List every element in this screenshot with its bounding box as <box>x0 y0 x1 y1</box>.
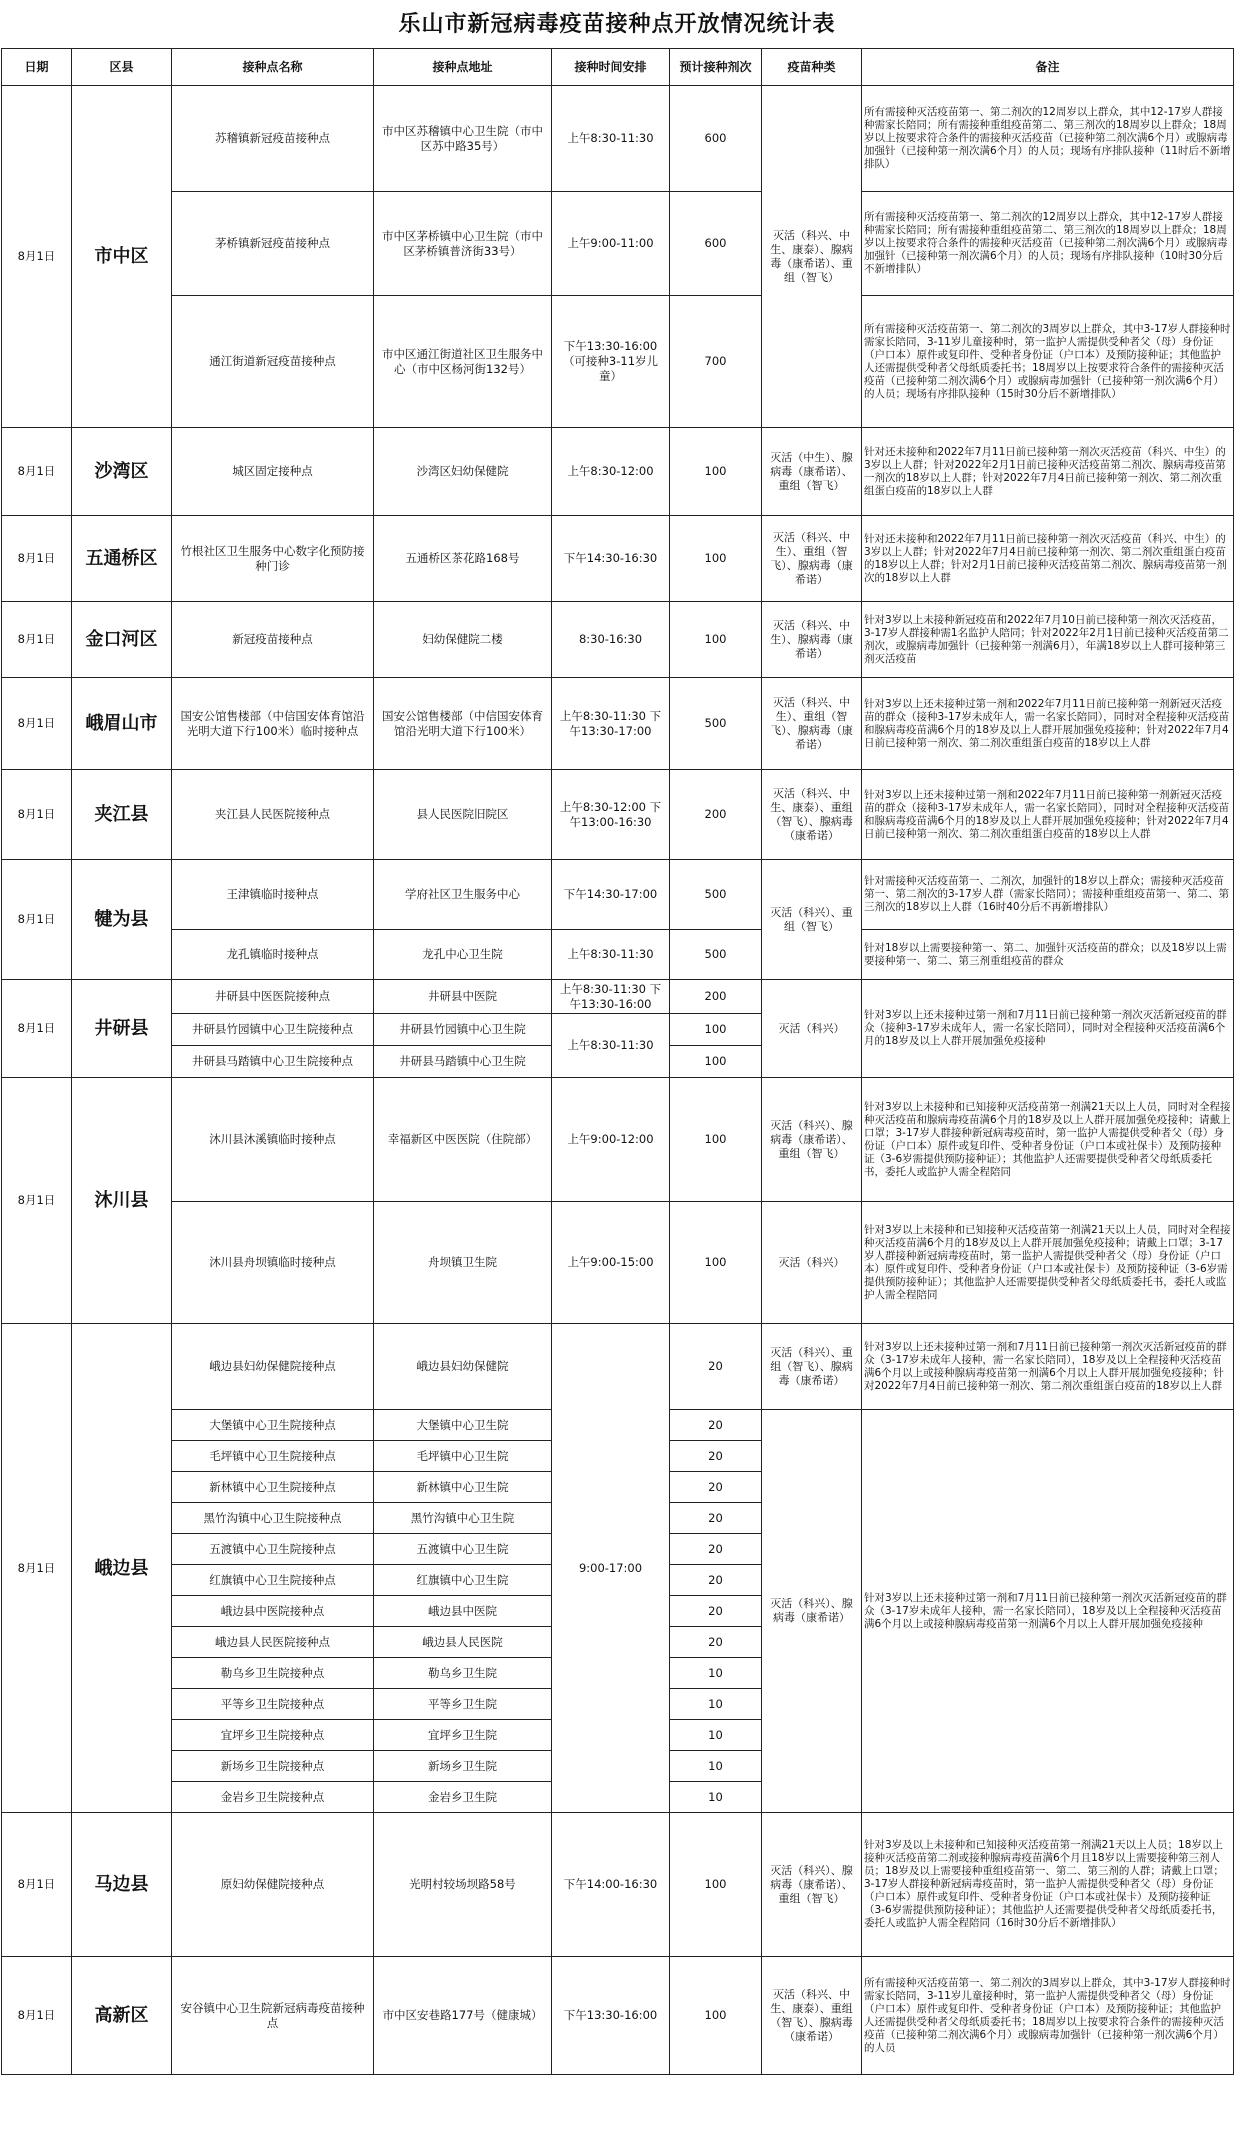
schedule-cell: 上午9:00-15:00 <box>552 1202 670 1324</box>
remarks-cell: 针对还未接种和2022年7月11日前已接种第一剂次灭活疫苗（科兴、中生）的3岁以上人群；针对2022年7月4日前已接种第一剂次、第二剂次重组蛋白疫苗的18岁以上人群；针对2月1日前已接种灭活疫苗第二剂次、腺病毒疫苗第一剂次的18岁以上人群 <box>862 516 1234 602</box>
site-address-cell: 井研县竹园镇中心卫生院 <box>374 1014 552 1046</box>
site-address-cell: 黑竹沟镇中心卫生院 <box>374 1503 552 1534</box>
table-row <box>2 86 1234 192</box>
header-site-name: 接种点名称 <box>172 49 374 86</box>
county-cell: 井研县 <box>72 980 172 1078</box>
date-cell: 8月1日 <box>2 516 72 602</box>
site-name-cell: 峨边县妇幼保健院接种点 <box>172 1324 374 1410</box>
site-address-cell: 幸福新区中医医院（住院部） <box>374 1078 552 1202</box>
header-remarks: 备注 <box>862 49 1234 86</box>
site-address-cell: 新林镇中心卫生院 <box>374 1472 552 1503</box>
doses-cell: 100 <box>670 428 762 516</box>
remarks-cell: 所有需接种灭活疫苗第一、第二剂次的12周岁以上群众，其中12-17岁人群接种需家长陪同；所有需接种重组疫苗第二、第三剂次的18周岁以上群众；18周岁以上按要求符合条件的需接种灭活疫苗（已接种第二剂次满6个月）或腺病毒加强针（已接种第一剂次满6个月）的人员；现场有序排队接种（10时30分后不新增排队） <box>862 192 1234 296</box>
table-row <box>2 296 1234 428</box>
doses-cell: 100 <box>670 1014 762 1046</box>
site-name-cell: 新林镇中心卫生院接种点 <box>172 1472 374 1503</box>
table-row <box>2 192 1234 296</box>
vaccine-type-cell: 灭活（中生）、腺病毒（康希诺）、重组（智飞） <box>762 428 862 516</box>
remarks-cell: 针对3岁以上还未接种过第一剂和7月11日前已接种第一剂次灭活新冠疫苗的群众（3-17岁未成年人接种，需一名家长陪同），18岁及以上全程接种灭活疫苗满6个月以上或接种腺病毒疫苗第一剂满6个月以上人群开展加强免疫接种；针对2022年7月4日前已接种第一剂次、第二剂次重组蛋白疫苗的18岁以上人群 <box>862 1324 1234 1410</box>
county-cell: 峨边县 <box>72 1324 172 1813</box>
remarks-cell: 针对3岁及以上未接种和已知接种灭活疫苗第一剂满21天以上人员；18岁以上接种灭活疫苗第二剂或接种腺病毒疫苗满6个月且18岁以上需要接种第三剂人员；18岁及以上需要接种重组疫苗第一、第二、第三剂的人群；请戴上口罩；3-17岁人群接种新冠病毒疫苗时，第一监护人需提供受种者父（母）身份证（户口本）原件或复印件、受种者身份证（户口本或社保卡）及预防接种证（3-6岁需提供预防接种证）；其他监护人还需要提供受种者父母纸质委托书，委托人或监护人需全程陪同（16时30分后不新增排队） <box>862 1813 1234 1957</box>
doses-cell: 100 <box>670 1202 762 1324</box>
vaccine-type-cell: 灭活（科兴） <box>762 980 862 1078</box>
county-cell: 市中区 <box>72 86 172 428</box>
site-name-cell: 红旗镇中心卫生院接种点 <box>172 1565 374 1596</box>
schedule-cell: 上午8:30-11:30 <box>552 930 670 980</box>
site-name-cell: 宜坪乡卫生院接种点 <box>172 1720 374 1751</box>
doses-cell: 200 <box>670 980 762 1014</box>
vaccine-type-cell: 灭活（科兴、中生、康泰）、腺病毒（康希诺）、重组（智飞） <box>762 86 862 428</box>
site-name-cell: 井研县马踏镇中心卫生院接种点 <box>172 1046 374 1078</box>
site-address-cell: 井研县马踏镇中心卫生院 <box>374 1046 552 1078</box>
remarks-cell: 针对3岁以上未接种新冠疫苗和2022年7月10日前已接种第一剂次灭活疫苗，3-17岁人群接种需1名监护人陪同；针对2022年2月1日前已接种灭活疫苗第二剂次，或腺病毒加强针（已接种第一剂满6月），年满18岁以上人群可接种第三剂灭活疫苗 <box>862 602 1234 678</box>
site-name-cell: 城区固定接种点 <box>172 428 374 516</box>
site-name-cell: 国安公馆售楼部（中信国安体育馆沿光明大道下行100米）临时接种点 <box>172 678 374 770</box>
county-cell: 犍为县 <box>72 860 172 980</box>
county-cell: 五通桥区 <box>72 516 172 602</box>
doses-cell: 100 <box>670 602 762 678</box>
county-cell: 沙湾区 <box>72 428 172 516</box>
schedule-cell: 9:00-17:00 <box>552 1324 670 1813</box>
vaccine-type-cell: 灭活（科兴、中生）、重组（智飞）、腺病毒（康希诺） <box>762 678 862 770</box>
site-address-cell: 金岩乡卫生院 <box>374 1782 552 1813</box>
site-address-cell: 峨边县中医院 <box>374 1596 552 1627</box>
remarks-cell: 所有需接种灭活疫苗第一、第二剂次的3周岁以上群众，其中3-17岁人群接种时需家长陪同，3-11岁儿童接种时，第一监护人需提供受种者父（母）身份证（户口本）原件或复印件、受种者身份证（户口本）及预防接种证；其他监护人还需提供受种者父母纸质委托书；18周岁以上按要求符合条件的需接种灭活疫苗（已接种第二剂次满6个月）或腺病毒加强针（已接种第一剂次满6个月）的人员 <box>862 1957 1234 2075</box>
site-name-cell: 峨边县中医院接种点 <box>172 1596 374 1627</box>
site-name-cell: 新冠疫苗接种点 <box>172 602 374 678</box>
date-cell: 8月1日 <box>2 678 72 770</box>
vaccine-type-cell: 灭活（科兴） <box>762 1202 862 1324</box>
vaccine-type-cell: 灭活（科兴）、腺病毒（康希诺）、重组（智飞） <box>762 1813 862 1957</box>
vaccine-type-cell: 灭活（科兴、中生、康泰）、重组（智飞）、腺病毒（康希诺） <box>762 1957 862 2075</box>
vaccine-type-cell: 灭活（科兴）、重组（智飞）、腺病毒（康希诺） <box>762 1324 862 1410</box>
schedule-cell: 上午8:30-12:00 下午13:00-16:30 <box>552 770 670 860</box>
site-address-cell: 舟坝镇卫生院 <box>374 1202 552 1324</box>
vaccine-type-cell: 灭活（科兴、中生）、重组（智飞）、腺病毒（康希诺） <box>762 516 862 602</box>
site-name-cell: 新场乡卫生院接种点 <box>172 1751 374 1782</box>
site-address-cell: 学府社区卫生服务中心 <box>374 860 552 930</box>
site-name-cell: 安谷镇中心卫生院新冠病毒疫苗接种点 <box>172 1957 374 2075</box>
remarks-cell: 针对需接种灭活疫苗第一、二剂次，加强针的18岁以上群众；需接种灭活疫苗第一、第二剂次的3-17岁人群（需家长陪同）；需接种重组疫苗第一、第二、第三剂次的18岁以上人群（16时40分后不再新增排队） <box>862 860 1234 930</box>
site-name-cell: 通江街道新冠疫苗接种点 <box>172 296 374 428</box>
schedule-cell: 下午14:30-17:00 <box>552 860 670 930</box>
date-cell: 8月1日 <box>2 1078 72 1324</box>
site-name-cell: 茅桥镇新冠疫苗接种点 <box>172 192 374 296</box>
date-cell: 8月1日 <box>2 1324 72 1813</box>
site-address-cell: 五通桥区茶花路168号 <box>374 516 552 602</box>
site-address-cell: 大堡镇中心卫生院 <box>374 1410 552 1441</box>
table-row <box>2 602 1234 678</box>
schedule-cell: 下午14:30-16:30 <box>552 516 670 602</box>
doses-cell: 20 <box>670 1534 762 1565</box>
vaccine-type-cell: 灭活（科兴、中生、康泰）、重组（智飞）、腺病毒（康希诺） <box>762 770 862 860</box>
doses-cell: 100 <box>670 516 762 602</box>
site-address-cell: 县人民医院旧院区 <box>374 770 552 860</box>
schedule-cell: 下午14:00-16:30 <box>552 1813 670 1957</box>
doses-cell: 100 <box>670 1957 762 2075</box>
doses-cell: 20 <box>670 1472 762 1503</box>
doses-cell: 20 <box>670 1565 762 1596</box>
county-cell: 峨眉山市 <box>72 678 172 770</box>
county-cell: 沐川县 <box>72 1078 172 1324</box>
site-name-cell: 井研县竹园镇中心卫生院接种点 <box>172 1014 374 1046</box>
remarks-cell: 针对还未接种和2022年7月11日前已接种第一剂次灭活疫苗（科兴、中生）的3岁以上人群；针对2022年2月1日前已接种灭活疫苗第二剂次、腺病毒疫苗第一剂次的18岁以上人群；针对2022年7月4日前已接种第一剂次、第二剂次重组蛋白疫苗的18岁以上人群 <box>862 428 1234 516</box>
schedule-cell: 上午8:30-11:30 <box>552 1014 670 1078</box>
doses-cell: 10 <box>670 1720 762 1751</box>
vaccine-type-cell: 灭活（科兴）、腺病毒（康希诺）、重组（智飞） <box>762 1078 862 1202</box>
site-address-cell: 平等乡卫生院 <box>374 1689 552 1720</box>
table-row <box>2 860 1234 930</box>
date-cell: 8月1日 <box>2 770 72 860</box>
remarks-cell: 针对18岁以上需要接种第一、第二、加强针灭活疫苗的群众；以及18岁以上需要接种第一、第二、第三剂重组疫苗的群众 <box>862 930 1234 980</box>
site-address-cell: 龙孔中心卫生院 <box>374 930 552 980</box>
doses-cell: 100 <box>670 1046 762 1078</box>
site-name-cell: 大堡镇中心卫生院接种点 <box>172 1410 374 1441</box>
doses-cell: 10 <box>670 1782 762 1813</box>
vaccine-type-cell: 灭活（科兴、中生）、腺病毒（康希诺） <box>762 602 862 678</box>
remarks-cell: 针对3岁以上还未接种过第一剂和2022年7月11日前已接种第一剂新冠灭活疫苗的群众（接种3-17岁未成年人，需一名家长陪同），同时对全程接种灭活疫苗和腺病毒疫苗满6个月的18岁及以上人群开展加强免疫接种；针对2022年7月4日前已接种第一剂次、第二剂次重组蛋白疫苗的18岁以上人群 <box>862 678 1234 770</box>
county-cell: 马边县 <box>72 1813 172 1957</box>
remarks-cell: 针对3岁以上还未接种过第一剂和7月11日前已接种第一剂次灭活新冠疫苗的群众（接种3-17岁未成年人，需一名家长陪同），同时对全程接种灭活疫苗满6个月的18岁及以上人群开展加强免疫接种 <box>862 980 1234 1078</box>
site-name-cell: 峨边县人民医院接种点 <box>172 1627 374 1658</box>
site-address-cell: 沙湾区妇幼保健院 <box>374 428 552 516</box>
doses-cell: 20 <box>670 1324 762 1410</box>
schedule-cell: 下午13:30-16:00（可接种3-11岁儿童） <box>552 296 670 428</box>
site-address-cell: 五渡镇中心卫生院 <box>374 1534 552 1565</box>
remarks-cell: 针对3岁以上未接种和已知接种灭活疫苗第一剂满21天以上人员，同时对全程接种灭活疫苗和腺病毒疫苗满6个月的18岁及以上人群开展加强免疫接种；请戴上口罩；3-17岁人群接种新冠病毒疫苗时，第一监护人需提供受种者父（母）身份证（户口本）原件或复印件、受种者身份证（户口本或社保卡）及预防接种证（3-6岁需提供预防接种证）；其他监护人还需要提供受种者父母纸质委托书，委托人或监护人需全程陪同 <box>862 1078 1234 1202</box>
site-name-cell: 黑竹沟镇中心卫生院接种点 <box>172 1503 374 1534</box>
doses-cell: 20 <box>670 1441 762 1472</box>
site-address-cell: 新场乡卫生院 <box>374 1751 552 1782</box>
vaccine-type-cell: 灭活（科兴）、重组（智飞） <box>762 860 862 980</box>
site-name-cell: 五渡镇中心卫生院接种点 <box>172 1534 374 1565</box>
site-name-cell: 沐川县沐溪镇临时接种点 <box>172 1078 374 1202</box>
table-row <box>2 930 1234 980</box>
site-name-cell: 苏稽镇新冠疫苗接种点 <box>172 86 374 192</box>
schedule-cell: 上午8:30-11:30 下午13:30-17:00 <box>552 678 670 770</box>
doses-cell: 600 <box>670 192 762 296</box>
doses-cell: 20 <box>670 1627 762 1658</box>
county-cell: 夹江县 <box>72 770 172 860</box>
header-county: 区县 <box>72 49 172 86</box>
header-vaccine-type: 疫苗种类 <box>762 49 862 86</box>
site-name-cell: 沐川县舟坝镇临时接种点 <box>172 1202 374 1324</box>
remarks-cell: 所有需接种灭活疫苗第一、第二剂次的12周岁以上群众，其中12-17岁人群接种需家长陪同；所有需接种重组疫苗第二、第三剂次的18周岁以上群众；18周岁以上按要求符合条件的需接种灭活疫苗（已接种第二剂次满6个月）或腺病毒加强针（已接种第一剂次满6个月）的人员；现场有序排队接种（11时后不新增排队） <box>862 86 1234 192</box>
table-row <box>2 428 1234 516</box>
site-name-cell: 龙孔镇临时接种点 <box>172 930 374 980</box>
site-address-cell: 妇幼保健院二楼 <box>374 602 552 678</box>
county-cell: 高新区 <box>72 1957 172 2075</box>
header-site-address: 接种点地址 <box>374 49 552 86</box>
site-address-cell: 峨边县妇幼保健院 <box>374 1324 552 1410</box>
table-row <box>2 678 1234 770</box>
date-cell: 8月1日 <box>2 860 72 980</box>
date-cell: 8月1日 <box>2 1813 72 1957</box>
site-name-cell: 原妇幼保健院接种点 <box>172 1813 374 1957</box>
site-address-cell: 峨边县人民医院 <box>374 1627 552 1658</box>
doses-cell: 500 <box>670 860 762 930</box>
doses-cell: 10 <box>670 1689 762 1720</box>
schedule-cell: 上午9:00-12:00 <box>552 1078 670 1202</box>
doses-cell: 500 <box>670 930 762 980</box>
date-cell: 8月1日 <box>2 980 72 1078</box>
remarks-cell: 针对3岁以上未接种和已知接种灭活疫苗第一剂满21天以上人员，同时对全程接种灭活疫苗满6个月的18岁及以上人群开展加强免疫接种；请戴上口罩；3-17岁人群接种新冠病毒疫苗时，第一监护人需提供受种者父（母）身份证（户口本）原件或复印件、受种者身份证（户口本或社保卡）及预防接种证（3-6岁需提供预防接种证）；其他监护人还需要提供受种者父母纸质委托书，委托人或监护人需全程陪同 <box>862 1202 1234 1324</box>
doses-cell: 100 <box>670 1078 762 1202</box>
schedule-cell: 上午9:00-11:00 <box>552 192 670 296</box>
table-row <box>2 1813 1234 1957</box>
site-address-cell: 井研县中医院 <box>374 980 552 1014</box>
date-cell: 8月1日 <box>2 1957 72 2075</box>
doses-cell: 20 <box>670 1503 762 1534</box>
remarks-cell: 针对3岁以上还未接种过第一剂和7月11日前已接种第一剂次灭活新冠疫苗的群众（3-17岁未成年人接种，需一名家长陪同），18岁及以上全程接种灭活疫苗满6个月以上或接种腺病毒疫苗第一剂满6个月以上人群开展加强免疫接种 <box>862 1410 1234 1813</box>
table-row <box>2 770 1234 860</box>
site-name-cell: 夹江县人民医院接种点 <box>172 770 374 860</box>
doses-cell: 20 <box>670 1596 762 1627</box>
doses-cell: 10 <box>670 1658 762 1689</box>
site-name-cell: 平等乡卫生院接种点 <box>172 1689 374 1720</box>
page-title: 乐山市新冠病毒疫苗接种点开放情况统计表 <box>398 11 836 37</box>
header-date: 日期 <box>2 49 72 86</box>
header-row <box>2 49 1234 86</box>
site-address-cell: 宜坪乡卫生院 <box>374 1720 552 1751</box>
date-cell: 8月1日 <box>2 428 72 516</box>
doses-cell: 20 <box>670 1410 762 1441</box>
table-row <box>2 1324 1234 1410</box>
site-address-cell: 红旗镇中心卫生院 <box>374 1565 552 1596</box>
schedule-cell: 上午8:30-11:30 下午13:30-16:00 <box>552 980 670 1014</box>
remarks-cell: 所有需接种灭活疫苗第一、第二剂次的3周岁以上群众，其中3-17岁人群接种时需家长陪同，3-11岁儿童接种时，第一监护人需提供受种者父（母）身份证（户口本）原件或复印件、受种者身份证（户口本）及预防接种证；其他监护人还需提供受种者父母纸质委托书；18周岁以上按要求符合条件的需接种灭活疫苗（已接种第二剂次满6个月）或腺病毒加强针（已接种第一剂次满6个月）的人员；现场有序排队接种（15时30分后不新增排队） <box>862 296 1234 428</box>
table-row <box>2 1957 1234 2075</box>
doses-cell: 200 <box>670 770 762 860</box>
date-cell: 8月1日 <box>2 86 72 428</box>
table-row <box>2 516 1234 602</box>
vaccination-sites-table <box>1 48 1234 2075</box>
site-address-cell: 毛坪镇中心卫生院 <box>374 1441 552 1472</box>
schedule-cell: 8:30-16:30 <box>552 602 670 678</box>
site-address-cell: 市中区苏稽镇中心卫生院（市中区苏中路35号） <box>374 86 552 192</box>
site-name-cell: 井研县中医医院接种点 <box>172 980 374 1014</box>
site-address-cell: 市中区通江街道社区卫生服务中心（市中区杨河街132号） <box>374 296 552 428</box>
schedule-cell: 上午8:30-12:00 <box>552 428 670 516</box>
doses-cell: 500 <box>670 678 762 770</box>
site-name-cell: 毛坪镇中心卫生院接种点 <box>172 1441 374 1472</box>
table-row <box>2 980 1234 1014</box>
schedule-cell: 下午13:30-16:00 <box>552 1957 670 2075</box>
doses-cell: 700 <box>670 296 762 428</box>
site-address-cell: 国安公馆售楼部（中信国安体育馆沿光明大道下行100米） <box>374 678 552 770</box>
site-address-cell: 勒乌乡卫生院 <box>374 1658 552 1689</box>
site-name-cell: 金岩乡卫生院接种点 <box>172 1782 374 1813</box>
site-address-cell: 光明村较场坝路58号 <box>374 1813 552 1957</box>
table-row <box>2 1202 1234 1324</box>
site-address-cell: 市中区安巷路177号（健康城） <box>374 1957 552 2075</box>
schedule-cell: 上午8:30-11:30 <box>552 86 670 192</box>
doses-cell: 600 <box>670 86 762 192</box>
site-name-cell: 竹根社区卫生服务中心数字化预防接种门诊 <box>172 516 374 602</box>
doses-cell: 10 <box>670 1751 762 1782</box>
header-schedule: 接种时间安排 <box>552 49 670 86</box>
date-cell: 8月1日 <box>2 602 72 678</box>
remarks-cell: 针对3岁以上还未接种过第一剂和2022年7月11日前已接种第一剂新冠灭活疫苗的群众（接种3-17岁未成年人，需一名家长陪同），同时对全程接种灭活疫苗和腺病毒疫苗满6个月的18岁及以上人群开展加强免疫接种；针对2022年7月4日前已接种第一剂次、第二剂次重组蛋白疫苗的18岁以上人群 <box>862 770 1234 860</box>
site-address-cell: 市中区茅桥镇中心卫生院（市中区茅桥镇普济街33号） <box>374 192 552 296</box>
doses-cell: 100 <box>670 1813 762 1957</box>
site-name-cell: 勒乌乡卫生院接种点 <box>172 1658 374 1689</box>
county-cell: 金口河区 <box>72 602 172 678</box>
header-doses: 预计接种剂次 <box>670 49 762 86</box>
table-row <box>2 1078 1234 1202</box>
site-name-cell: 王津镇临时接种点 <box>172 860 374 930</box>
vaccine-type-cell: 灭活（科兴）、腺病毒（康希诺） <box>762 1410 862 1813</box>
